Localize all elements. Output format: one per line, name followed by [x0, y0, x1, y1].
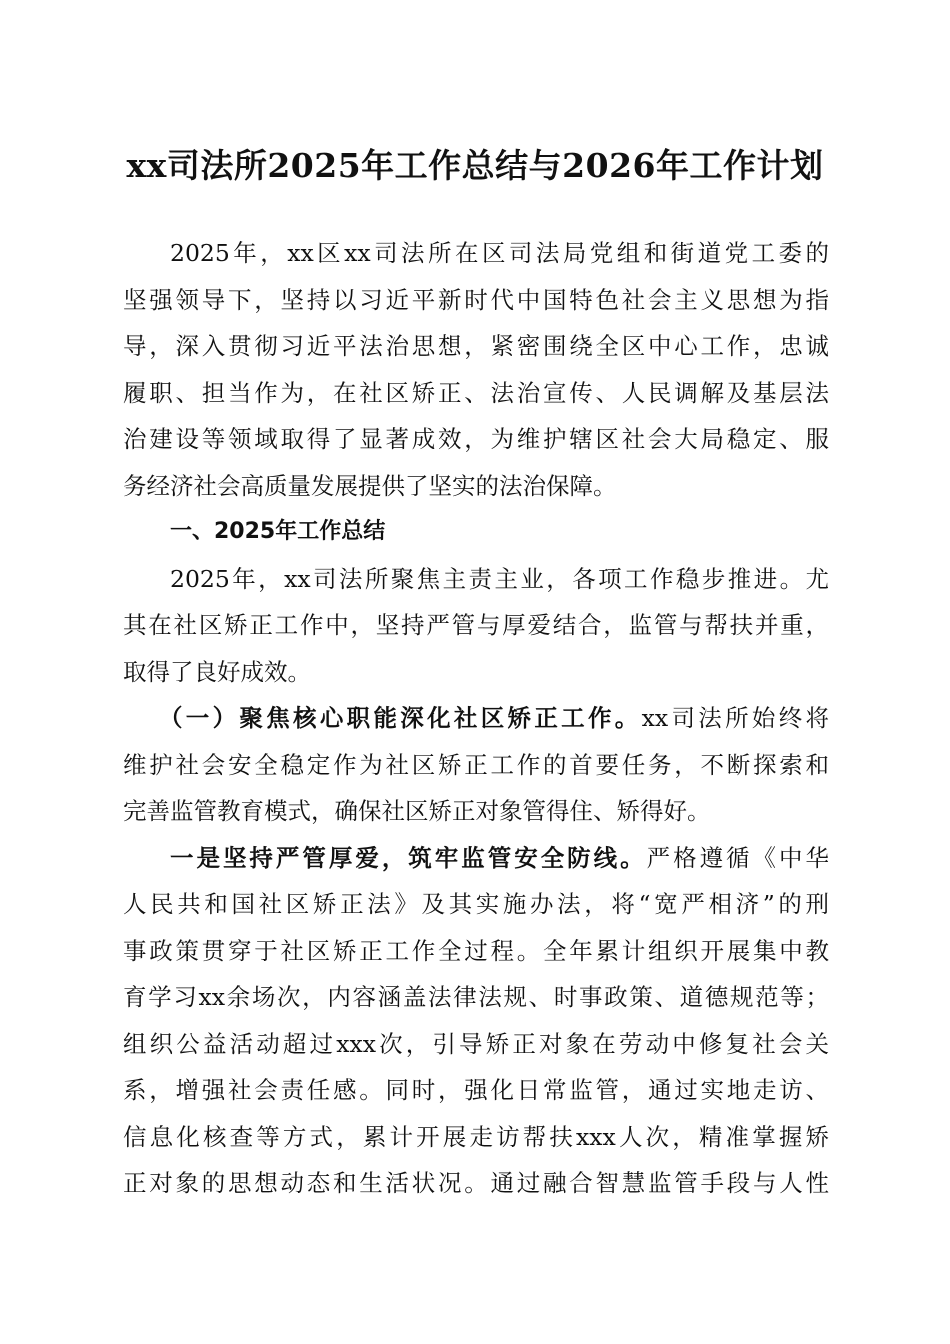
text-line: 导，深入贯彻习近平法治思想，紧密围绕全区中心工作，忠诚	[123, 332, 829, 360]
paragraph-strict-supervision	[123, 835, 829, 1207]
text-line: 事政策贯穿于社区矫正工作全过程。全年累计组织开展集中教	[123, 936, 829, 965]
subheading: （一）聚焦核心职能深化社区矫正工作。	[159, 704, 642, 732]
text-line: 信息化核查等方式，累计开展走访帮扶xxx人次，精准掌握矫	[123, 1122, 829, 1151]
document-title: xx司法所2025年工作总结与2026年工作计划	[126, 146, 824, 185]
text-line	[123, 695, 829, 742]
subheading: 一是坚持严管厚爱，筑牢监管安全防线。	[170, 843, 647, 872]
text-line: 组织公益活动超过xxx次，引导矫正对象在劳动中修复社会关	[123, 1029, 829, 1058]
text-line: 系，增强社会责任感。同时，强化日常监管，通过实地走访、	[123, 1076, 829, 1104]
paragraph-community-correction	[123, 695, 829, 835]
text-line: 履职、担当作为，在社区矫正、法治宣传、人民调解及基层法	[123, 378, 829, 407]
text-line: 务经济社会高质量发展提供了坚实的法治保障。	[123, 471, 617, 500]
text-line: 坚强领导下，坚持以习近平新时代中国特色社会主义思想为指	[123, 285, 829, 314]
text-line: 2025年，xx区xx司法所在区司法局党组和街道党工委的	[170, 239, 829, 267]
text-span: 严格遵循《中华	[646, 843, 829, 872]
paragraph-intro	[123, 230, 829, 509]
text-line: 治建设等领域取得了显著成效，为维护辖区社会大局稳定、服	[123, 425, 829, 453]
text-line: 维护社会安全稳定作为社区矫正工作的首要任务，不断探索和	[123, 750, 829, 779]
text-line: 正对象的思想动态和生活状况。通过融合智慧监管手段与人性	[123, 1169, 829, 1197]
document-body	[123, 230, 829, 1207]
text-line: 其在社区矫正工作中，坚持严管与厚爱结合，监管与帮扶并重，	[123, 611, 829, 639]
paragraph-summary	[123, 556, 829, 696]
text-span: xx司法所始终将	[641, 704, 829, 732]
text-line: 育学习xx余场次，内容涵盖法律法规、时事政策、道德规范等；	[123, 983, 829, 1011]
text-line: 人民共和国社区矫正法》及其实施办法，将“宽严相济”的刑	[123, 890, 829, 918]
text-line: 完善监管教育模式，确保社区矫正对象管得住、矫得好。	[123, 797, 711, 825]
section-heading: 一、2025年工作总结	[170, 519, 386, 544]
text-line	[123, 835, 829, 882]
text-line: 2025年，xx司法所聚焦主责主业，各项工作稳步推进。尤	[170, 564, 829, 593]
text-line: 取得了良好成效。	[123, 657, 311, 686]
